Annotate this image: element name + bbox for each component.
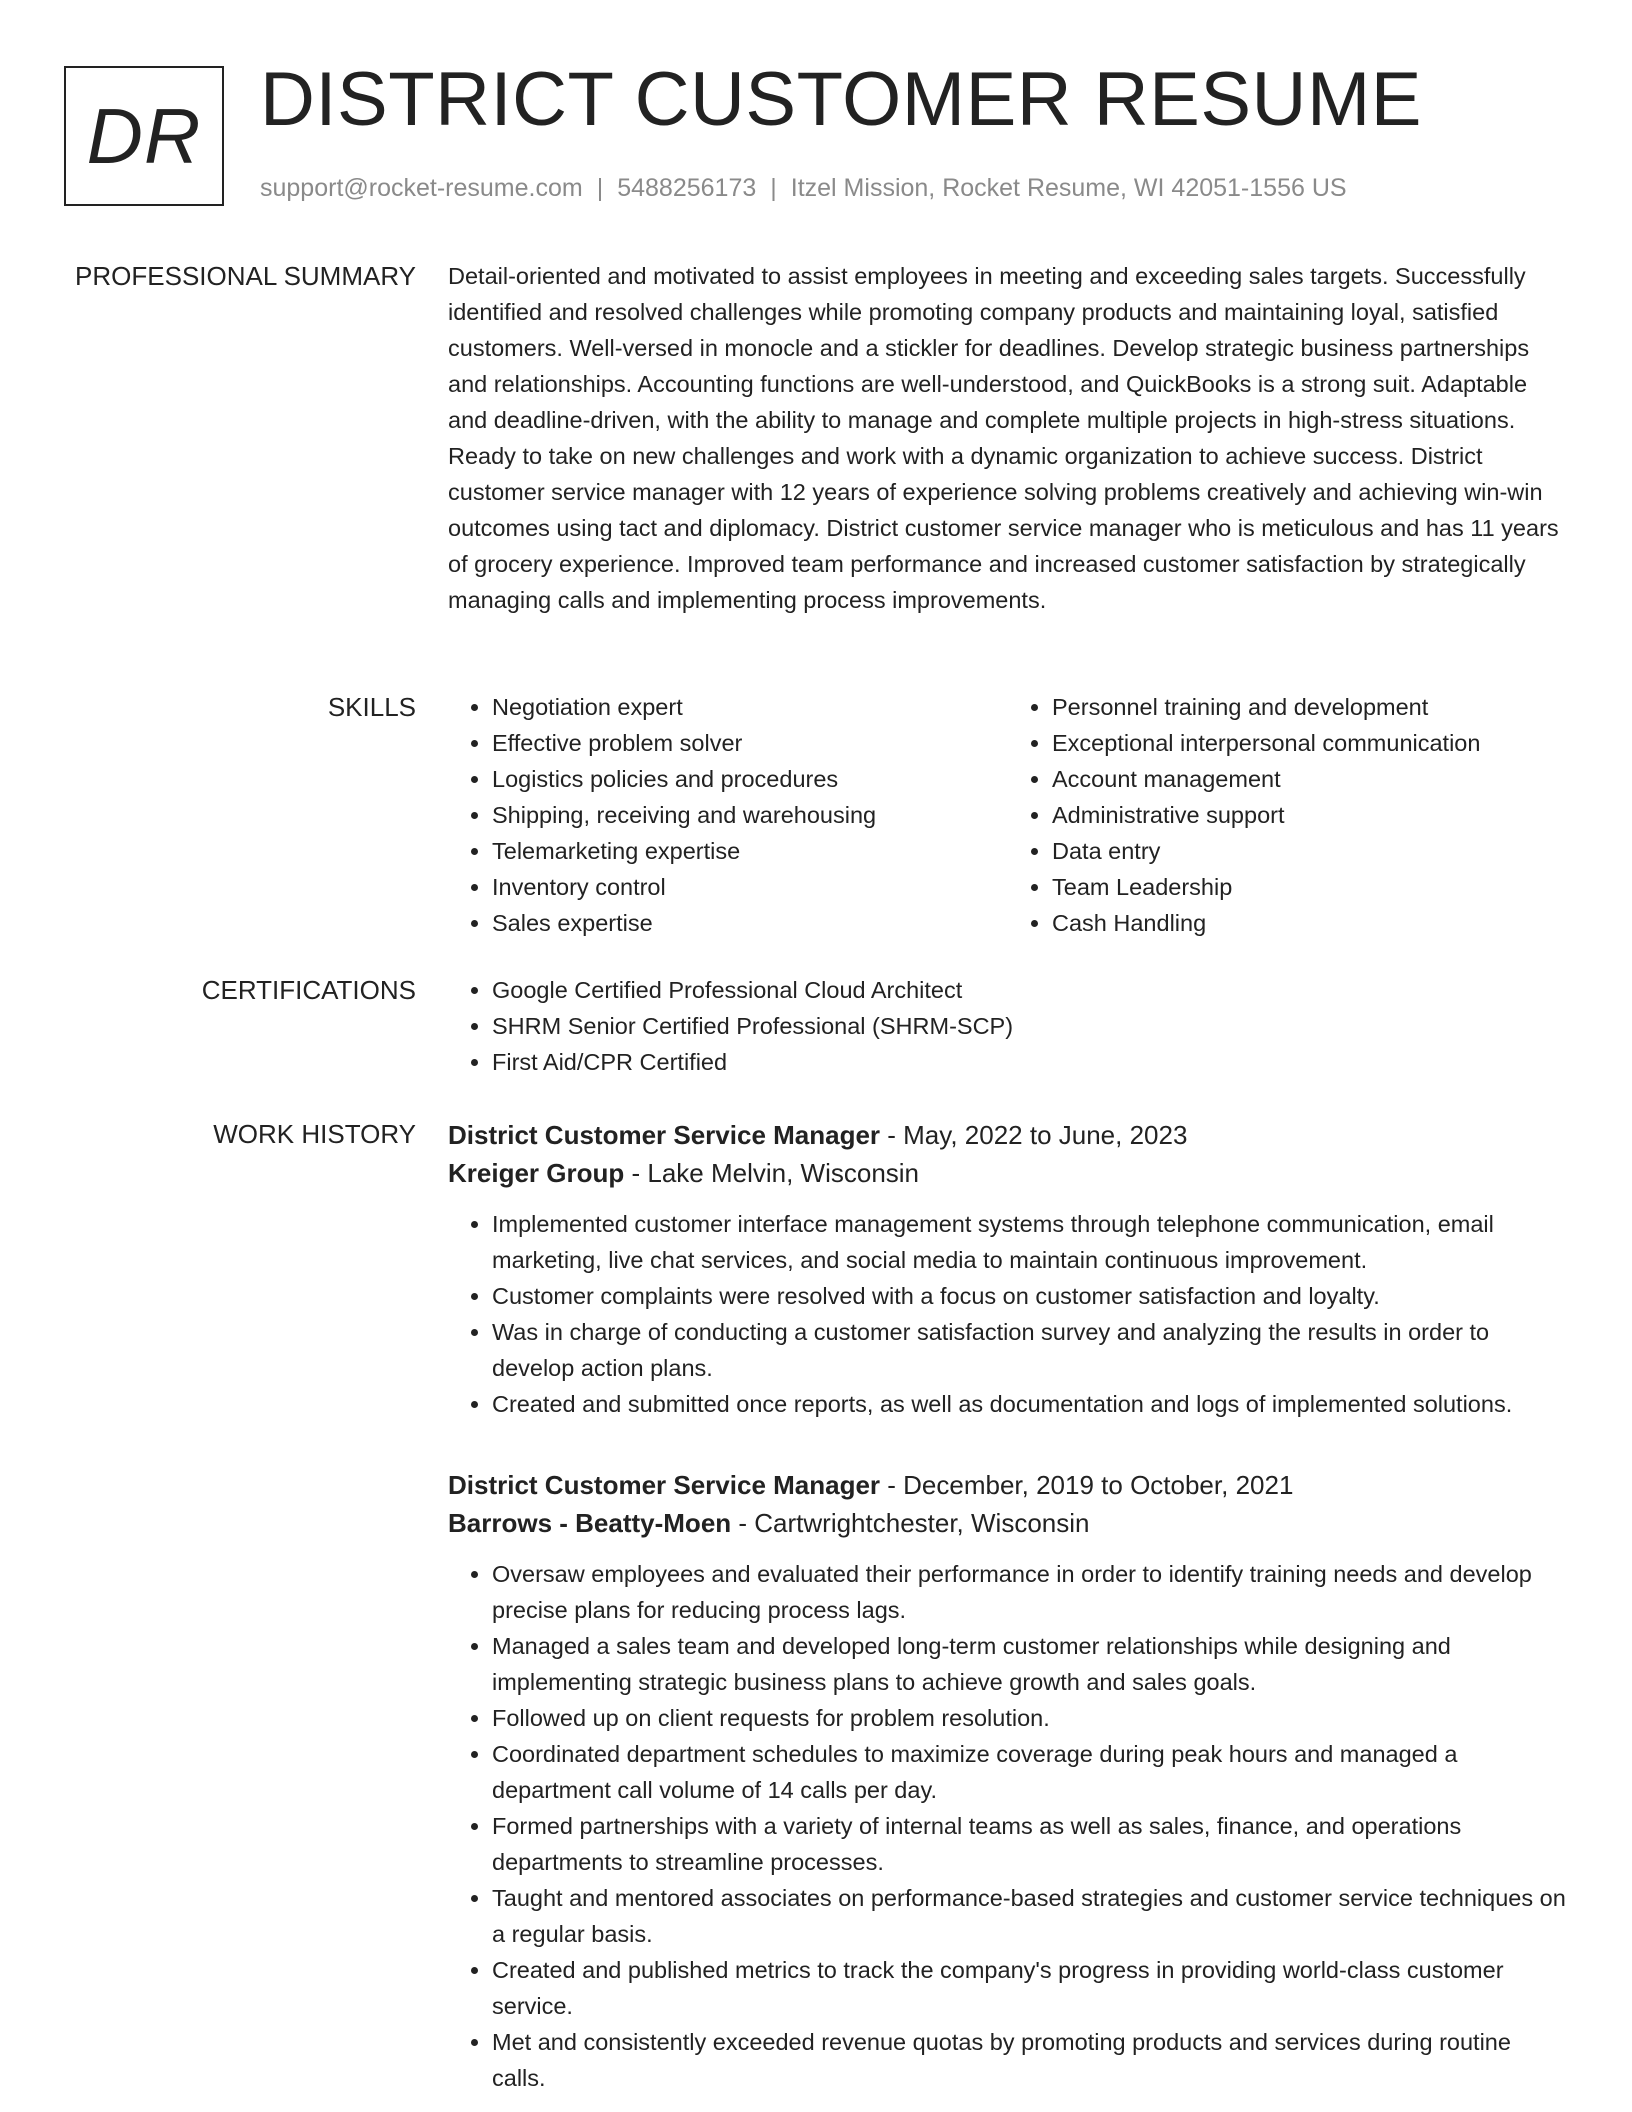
job-company: Barrows - Beatty-Moen: [448, 1508, 732, 1538]
skills-label: SKILLS: [327, 692, 416, 722]
job-company-line: [448, 1504, 1568, 1542]
skill-item: • Account management: [1052, 761, 1568, 797]
certifications-label: CERTIFICATIONS: [201, 975, 416, 1005]
job-entry: [448, 1466, 1568, 2096]
job-bullet: • Met and consistently exceeded revenue quotas by promoting products and services during routine calls.: [492, 2024, 1568, 2096]
summary-text: Detail-oriented and motivated to assist employees in meeting and exceeding sales targets. Successfully identified and resolved challenges while promoting company products and maintaining loyal, satisfied customers. Well-versed in monocle and a stickler for deadlines. Develop strategic business partnerships and relationships. Accounting functions are well-understood, and QuickBooks is a strong suit. Adaptable and deadline-driven, with the ability to manage and complete multiple projects in high-stress situations. Ready to take on new challenges and work with a dynamic organization to achieve success. District customer service manager with 12 years of experience solving problems creatively and achieving win-win outcomes using tact and diplomacy. District customer service manager who is meticulous and has 11 years of grocery experience. Improved team performance and increased customer satisfaction by strategically managing calls and implementing process improvements.: [448, 263, 1559, 613]
job-bullet: • Oversaw employees and evaluated their performance in order to identify training needs and develop precise plans for reducing process lags.: [492, 1556, 1568, 1628]
job-bullet-list: [448, 1556, 1568, 2096]
skill-item: • Shipping, receiving and warehousing: [492, 797, 1008, 833]
job-bullet: • Coordinated department schedules to maximize coverage during peak hours and managed a department call volume of 14 calls per day.: [492, 1736, 1568, 1808]
skills-list-right: [1008, 689, 1568, 941]
skills-body: [448, 689, 1568, 941]
job-title-line: [448, 1116, 1568, 1154]
skill-item: • Negotiation expert: [492, 689, 1008, 725]
job-entry: [448, 1116, 1568, 1422]
job-bullet: • Was in charge of conducting a customer satisfaction survey and analyzing the results in order to develop action plans.: [492, 1314, 1568, 1386]
job-bullet: • Managed a sales team and developed long-term customer relationships while designing and implementing strategic business plans to achieve growth and sales goals.: [492, 1628, 1568, 1700]
skill-item: • Telemarketing expertise: [492, 833, 1008, 869]
contact-address: Itzel Mission, Rocket Resume, WI 42051-1556 US: [790, 174, 1347, 202]
certification-item: • Google Certified Professional Cloud Architect: [492, 972, 1568, 1008]
job-company-line: [448, 1154, 1568, 1192]
job-bullet: • Created and submitted once reports, as well as documentation and logs of implemented solutions.: [492, 1386, 1568, 1422]
skill-item: • Personnel training and development: [1052, 689, 1568, 725]
skill-item: • Inventory control: [492, 869, 1008, 905]
skill-item: • Team Leadership: [1052, 869, 1568, 905]
job-bullet: • Formed partnerships with a variety of internal teams as well as sales, finance, and operations departments to streamline processes.: [492, 1808, 1568, 1880]
skill-item: • Exceptional interpersonal communication: [1052, 725, 1568, 761]
summary-body: [448, 258, 1568, 618]
job-bullet: • Customer complaints were resolved with a focus on customer satisfaction and loyalty.: [492, 1278, 1568, 1314]
job-bullet: • Followed up on client requests for problem resolution.: [492, 1700, 1568, 1736]
job-dates: - December, 2019 to October, 2021: [880, 1470, 1294, 1500]
contact-email: support@rocket-resume.com: [260, 174, 583, 202]
job-bullet: • Implemented customer interface management systems through telephone communication, email marketing, live chat services, and social media to maintain continuous improvement.: [492, 1206, 1568, 1278]
job-bullet: • Taught and mentored associates on performance-based strategies and customer service techniques on a regular basis.: [492, 1880, 1568, 1952]
contact-separator: |: [596, 174, 604, 202]
certifications-list: [448, 972, 1568, 1080]
job-location: - Cartwrightchester, Wisconsin: [731, 1508, 1090, 1538]
summary-label: PROFESSIONAL SUMMARY: [75, 261, 416, 291]
job-location: - Lake Melvin, Wisconsin: [624, 1158, 920, 1188]
skills-list-left: [448, 689, 1008, 941]
job-bullet: • Created and published metrics to track the company's progress in providing world-class customer service.: [492, 1952, 1568, 2024]
job-title: District Customer Service Manager: [448, 1120, 881, 1150]
skill-item: • Logistics policies and procedures: [492, 761, 1008, 797]
monogram-logo: [64, 66, 224, 206]
certification-item: • First Aid/CPR Certified: [492, 1044, 1568, 1080]
monogram-initials: DR: [86, 91, 202, 180]
contact-phone: 5488256173: [617, 174, 757, 202]
work-history-body: [448, 1116, 1568, 2096]
certification-item: • SHRM Senior Certified Professional (SHRM-SCP): [492, 1008, 1568, 1044]
skill-item: • Administrative support: [1052, 797, 1568, 833]
job-title: District Customer Service Manager: [448, 1470, 881, 1500]
job-company: Kreiger Group: [448, 1158, 625, 1188]
job-dates: - May, 2022 to June, 2023: [880, 1120, 1188, 1150]
work-history-label: WORK HISTORY: [213, 1119, 416, 1149]
certifications-body: [448, 972, 1568, 1080]
contact-line: [260, 174, 1347, 203]
resume-title: DISTRICT CUSTOMER RESUME: [260, 57, 1422, 142]
job-title-line: [448, 1466, 1568, 1504]
skill-item: • Cash Handling: [1052, 905, 1568, 941]
skill-item: • Data entry: [1052, 833, 1568, 869]
contact-separator: |: [770, 174, 777, 202]
job-bullet-list: [448, 1206, 1568, 1422]
skill-item: • Sales expertise: [492, 905, 1008, 941]
skill-item: • Effective problem solver: [492, 725, 1008, 761]
